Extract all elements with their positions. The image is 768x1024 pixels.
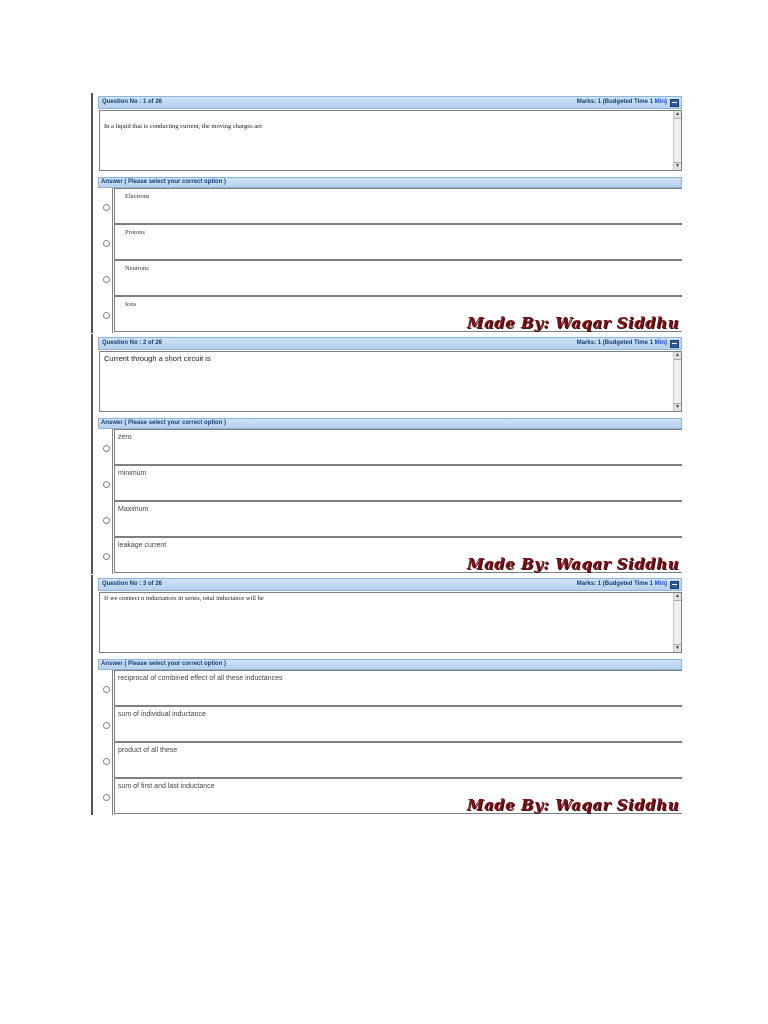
option-radio-2[interactable] bbox=[103, 240, 110, 247]
option-label: product of all these bbox=[118, 747, 178, 754]
option-box-2[interactable] bbox=[114, 706, 682, 742]
scroll-up-icon[interactable]: ▲ bbox=[675, 594, 680, 599]
option-radio-2[interactable] bbox=[103, 481, 110, 488]
collapse-icon[interactable] bbox=[670, 340, 679, 348]
question-text: If we connect n inductances in series, total inductance will be bbox=[104, 595, 264, 602]
option-label: reciprocal of combined effect of all these inductances bbox=[118, 675, 283, 682]
option-label: Maximum bbox=[118, 506, 149, 513]
option-radio-3[interactable] bbox=[103, 517, 110, 524]
option-radio-3[interactable] bbox=[103, 276, 110, 283]
scrollbar[interactable] bbox=[673, 352, 681, 411]
option-box-1[interactable] bbox=[114, 429, 682, 465]
scrollbar[interactable] bbox=[673, 111, 681, 170]
answer-options bbox=[98, 429, 682, 574]
option-box-2[interactable] bbox=[114, 224, 682, 260]
answer-header: Answer ( Please select your correct option ) bbox=[98, 177, 682, 188]
question-panel-2 bbox=[91, 334, 682, 574]
watermark-text: Made By: Waqar Siddhu bbox=[466, 314, 679, 332]
question-header bbox=[98, 96, 682, 109]
marks-info: Marks: 1 (Budgeted Time 1 Min) bbox=[576, 99, 667, 105]
marks-info: Marks: 1 (Budgeted Time 1 Min) bbox=[576, 340, 667, 346]
watermark-text: Made By: Waqar Siddhu bbox=[466, 555, 679, 573]
option-label: leakage current bbox=[118, 542, 167, 549]
scroll-down-icon[interactable]: ▼ bbox=[675, 646, 680, 651]
answer-options bbox=[98, 670, 682, 815]
option-box-1[interactable] bbox=[114, 670, 682, 706]
option-box-3[interactable] bbox=[114, 260, 682, 296]
option-label: Ions bbox=[125, 301, 137, 308]
marks-info: Marks: 1 (Budgeted Time 1 Min) bbox=[576, 581, 667, 587]
collapse-icon[interactable] bbox=[670, 99, 679, 107]
option-box-1[interactable] bbox=[114, 188, 682, 224]
option-label: zero bbox=[118, 434, 132, 441]
question-text-box[interactable] bbox=[99, 592, 682, 653]
question-text-box[interactable] bbox=[99, 351, 682, 412]
scroll-up-icon[interactable]: ▲ bbox=[675, 352, 680, 358]
option-label: minimum bbox=[118, 470, 147, 477]
option-radio-4[interactable] bbox=[103, 794, 110, 801]
option-box-3[interactable] bbox=[114, 501, 682, 537]
question-number: Question No : 1 of 26 bbox=[102, 99, 163, 105]
question-text: In a liquid that is conducting current, the moving charges are bbox=[104, 123, 263, 130]
question-text-box[interactable] bbox=[99, 110, 682, 171]
option-label: Protons bbox=[125, 229, 145, 236]
option-radio-1[interactable] bbox=[103, 445, 110, 452]
option-radio-1[interactable] bbox=[103, 686, 110, 693]
question-number: Question No : 2 of 26 bbox=[102, 340, 163, 346]
question-header bbox=[98, 578, 682, 591]
question-panel-3 bbox=[91, 575, 682, 815]
question-header bbox=[98, 337, 682, 350]
answer-header: Answer ( Please select your correct option ) bbox=[98, 418, 682, 429]
option-label: sum of individual inductance bbox=[118, 711, 206, 718]
option-label: Electrons bbox=[125, 193, 150, 200]
option-radio-2[interactable] bbox=[103, 722, 110, 729]
option-radio-3[interactable] bbox=[103, 758, 110, 765]
option-box-3[interactable] bbox=[114, 742, 682, 778]
question-text: Current through a short circuit is bbox=[104, 354, 211, 363]
scrollbar[interactable] bbox=[673, 593, 681, 652]
collapse-icon[interactable] bbox=[670, 581, 679, 589]
question-panel-1 bbox=[91, 93, 682, 333]
scroll-down-icon[interactable]: ▼ bbox=[675, 164, 680, 169]
answer-header: Answer ( Please select your correct option ) bbox=[98, 659, 682, 670]
question-number: Question No : 3 of 26 bbox=[102, 581, 163, 587]
option-label: sum of first and last inductance bbox=[118, 783, 215, 790]
watermark-text: Made By: Waqar Siddhu bbox=[466, 796, 679, 814]
option-label: Neutrons bbox=[125, 265, 149, 272]
option-box-2[interactable] bbox=[114, 465, 682, 501]
answer-options bbox=[98, 188, 682, 333]
option-radio-4[interactable] bbox=[103, 553, 110, 560]
scroll-up-icon[interactable]: ▲ bbox=[675, 112, 680, 117]
scroll-down-icon[interactable]: ▼ bbox=[675, 404, 680, 410]
option-radio-1[interactable] bbox=[103, 204, 110, 211]
option-radio-4[interactable] bbox=[103, 312, 110, 319]
